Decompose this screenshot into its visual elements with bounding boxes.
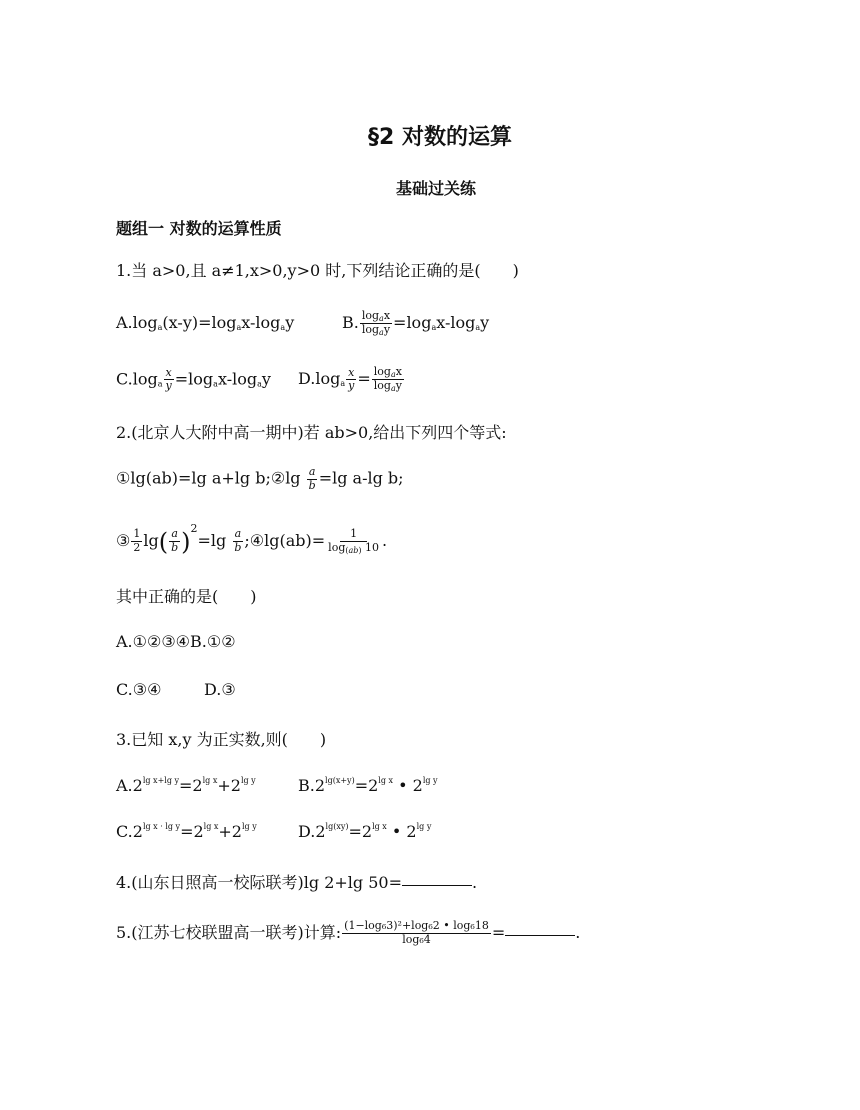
question-group-heading: 题组一 对数的运算性质 [116, 219, 282, 238]
answer-blank-4[interactable] [402, 884, 472, 886]
section-subtitle: 基础过关练 [395, 179, 476, 198]
question-2-statements-1-2: ①lg(ab)=lg a+lg b;②lg $\frac{a}{b}$ =lg a-lg b; [116, 465, 404, 492]
question-1-option-b: B. $\frac{\log_ax}{\log_ay}$ $=\log_ax-\log_ay$ [342, 309, 490, 338]
question-4: 4.(山东日照高一校际联考)lg 2+lg 50= . [116, 873, 478, 892]
page-title: §2 对数的运算 [368, 125, 512, 150]
question-1-options-ab [116, 310, 489, 337]
question-3-option-a: $A.2^{lg x+lg y}=2^{lg x}+2^{lg y}$ [116, 776, 256, 795]
question-4-stem: 4.(山东日照高一校际联考)lg 2+lg 50= [116, 873, 402, 892]
question-3-stem: 3.已知 x,y 为正实数,则( ) [116, 730, 327, 749]
question-3-option-c: $C.2^{lg x \cdot lg y}=2^{lg x}+2^{lg y}$ [116, 822, 257, 841]
question-3-option-d: $D.2^{lg(xy)}=2^{lg x}$ • $2^{lg y}$ [298, 822, 432, 841]
question-2-option-c: C.③④ [116, 680, 162, 699]
question-3-options-ab [116, 776, 438, 795]
question-1-options-cd [116, 366, 405, 393]
question-2-options-cd [116, 680, 236, 699]
question-2-statements-3-4: ③ $\frac{1}{2}$ lg( $\frac{a}{b}$ )$^2$=lg $\frac{a}{b}$ ;④lg(ab)= $\frac{1}{\log_{(ab)} 10}$ . [116, 522, 388, 556]
question-1-option-c: $C.\log_a$ $\frac{x}{y}$ $=\log_ax-\log_ay$ [116, 365, 271, 393]
question-5-expression: $\frac{\text{(1−log₆3)²+log₆2 • log₆18}}{\text{log₆4}}$ [344, 919, 489, 946]
question-2-prompt: 其中正确的是( ) [116, 587, 257, 606]
question-1-option-d: $D.\log_a$ $\frac{x}{y}$ = $\frac{\log_ax}{\log_ay}$ [298, 365, 402, 394]
question-2-stem: 2.(北京人大附中高一期中)若 ab>0,给出下列四个等式: [116, 423, 507, 442]
question-3-option-b: $B.2^{lg(x+y)}=2^{lg x}$ • $2^{lg y}$ [298, 776, 438, 795]
question-1-option-a: $A.\log_a(x-y)=\log_ax-\log_ay$ [116, 313, 295, 333]
question-1-stem: 1.当 a>0,且 a≠1,x>0,y>0 时,下列结论正确的是( ) [116, 261, 519, 280]
question-5: 5.(江苏七校联盟高一联考)计算: $\frac{\text{(1−log₆3)²+log₆2 • log₆18}}{\text{log₆4}}$ = . [116, 919, 581, 946]
question-2-options-ab: A.①②③④B.①② [116, 632, 236, 651]
question-3-options-cd [116, 822, 431, 841]
question-2-option-d: D.③ [204, 680, 236, 699]
answer-blank-5[interactable] [505, 934, 575, 936]
question-5-stem: 5.(江苏七校联盟高一联考)计算: [116, 923, 342, 942]
